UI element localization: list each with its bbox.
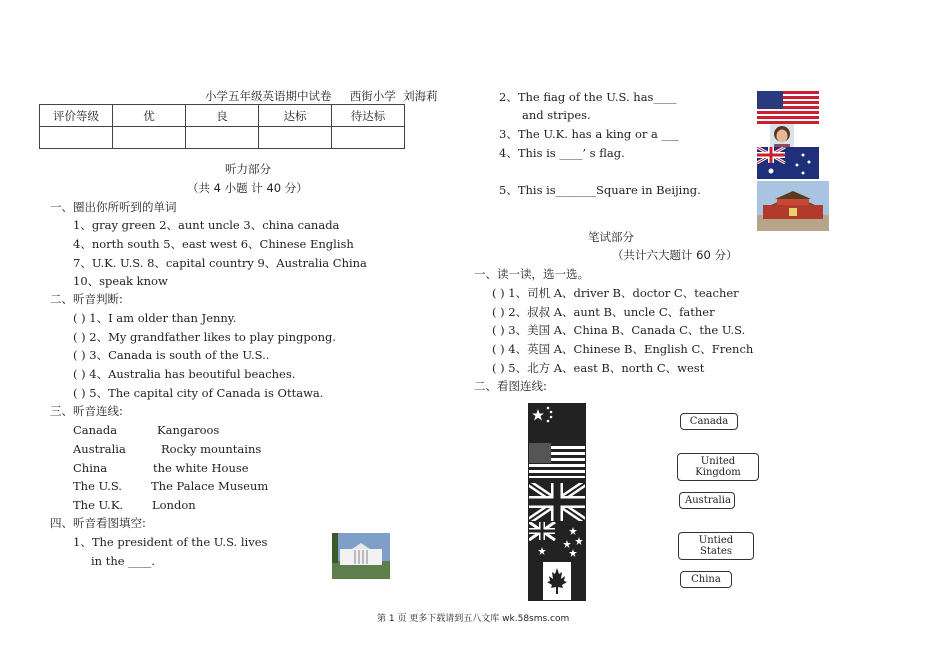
- choice-item: ( ) 3、美国 A、China B、Canada C、the U.S.: [492, 323, 746, 337]
- fill-question: 4、This is ____’ s flag.: [499, 146, 625, 160]
- us-flag-icon: [757, 91, 819, 125]
- eval-cell: [40, 127, 113, 149]
- fill-question: 3、The U.K. has a king or a ___: [499, 127, 679, 141]
- country-label: Canada: [680, 413, 738, 430]
- writing-subtitle: （共计六大题计 60 分）: [612, 248, 738, 262]
- word-line: 4、north south 5、east west 6、Chinese English: [73, 237, 354, 251]
- match-right: The Palace Museum: [151, 479, 269, 493]
- judge-item: ( ) 5、The capital city of Canada is Ottawa.: [73, 386, 324, 400]
- section-heading: 二、听音判断:: [50, 292, 123, 306]
- eval-cell: [259, 127, 332, 149]
- word-line: 10、speak know: [73, 274, 168, 288]
- eval-header-cell: 优: [113, 105, 186, 127]
- match-right: Rocky mountains: [161, 442, 262, 456]
- match-right: London: [152, 498, 196, 512]
- canada-flag-icon: [528, 561, 586, 601]
- australia-flag-bw-icon: [528, 521, 586, 561]
- fill-question: and stripes.: [522, 108, 591, 122]
- eval-cell: [332, 127, 405, 149]
- china-flag-icon: [528, 403, 586, 443]
- word-line: 1、gray green 2、aunt uncle 3、china canada: [73, 218, 340, 232]
- section-heading: 一、圈出你所听到的单词: [50, 200, 177, 214]
- judge-item: ( ) 2、My grandfather likes to play pingpong.: [73, 330, 337, 344]
- white-house-photo: [332, 533, 390, 579]
- choice-item: ( ) 2、叔叔 A、aunt B、uncle C、father: [492, 305, 715, 319]
- match-left: The U.S.: [73, 479, 122, 493]
- exam-title: 小学五年级英语期中试卷 西街小学 刘海莉: [205, 89, 438, 103]
- country-label: Untied States: [678, 532, 754, 560]
- judge-item: ( ) 1、I am older than Jenny.: [73, 311, 237, 325]
- eval-cell: [186, 127, 259, 149]
- fill-question: 2、The fiag of the U.S. has____: [499, 90, 677, 104]
- match-left: Canada: [73, 423, 118, 437]
- section-heading: 四、听音看图填空:: [50, 516, 146, 530]
- listening-title: 听力部分: [225, 162, 271, 176]
- country-label: China: [680, 571, 732, 588]
- fill-question: 5、This is_______Square in Beijing.: [499, 183, 701, 197]
- section-heading: 三、听音连线:: [50, 404, 123, 418]
- tiananmen-photo: [757, 181, 829, 231]
- match-left: Australia: [73, 442, 126, 456]
- fill-question: 1、The president of the U.S. lives: [73, 535, 268, 549]
- word-line: 7、U.K. U.S. 8、capital country 9、Australia China: [73, 256, 367, 270]
- evaluation-table: [39, 104, 405, 149]
- fill-question: in the ____.: [91, 554, 155, 568]
- country-label: United Kingdom: [677, 453, 759, 481]
- eval-header-cell: 待达标: [332, 105, 405, 127]
- eval-header-cell: 评价等级: [40, 105, 113, 127]
- section-heading: 二、看图连线:: [474, 379, 547, 393]
- choice-item: ( ) 1、司机 A、driver B、doctor C、teacher: [492, 286, 739, 300]
- match-right: Kangaroos: [157, 423, 220, 437]
- listening-subtitle: （共 4 小题 计 40 分）: [187, 181, 308, 195]
- page-footer: 第 1 页 更多下载请到五八文库 wk.58sms.com: [377, 614, 570, 624]
- judge-item: ( ) 4、Australia has beoutiful beaches.: [73, 367, 296, 381]
- match-left: The U.K.: [73, 498, 124, 512]
- country-label: Australia: [679, 492, 735, 509]
- us-flag-bw-icon: [528, 442, 586, 482]
- judge-item: ( ) 3、Canada is south of the U.S..: [73, 348, 270, 362]
- choice-item: ( ) 5、北方 A、east B、north C、west: [492, 361, 705, 375]
- match-left: China: [73, 461, 108, 475]
- choice-item: ( ) 4、英国 A、Chinese B、English C、French: [492, 342, 754, 356]
- australia-flag-icon: [757, 147, 819, 179]
- eval-header-cell: 达标: [259, 105, 332, 127]
- match-right: the white House: [153, 461, 249, 475]
- writing-title: 笔试部分: [588, 230, 634, 244]
- uk-flag-icon: [528, 482, 586, 522]
- eval-header-cell: 良: [186, 105, 259, 127]
- eval-cell: [113, 127, 186, 149]
- section-heading: 一、读一读，选一选。: [474, 267, 589, 281]
